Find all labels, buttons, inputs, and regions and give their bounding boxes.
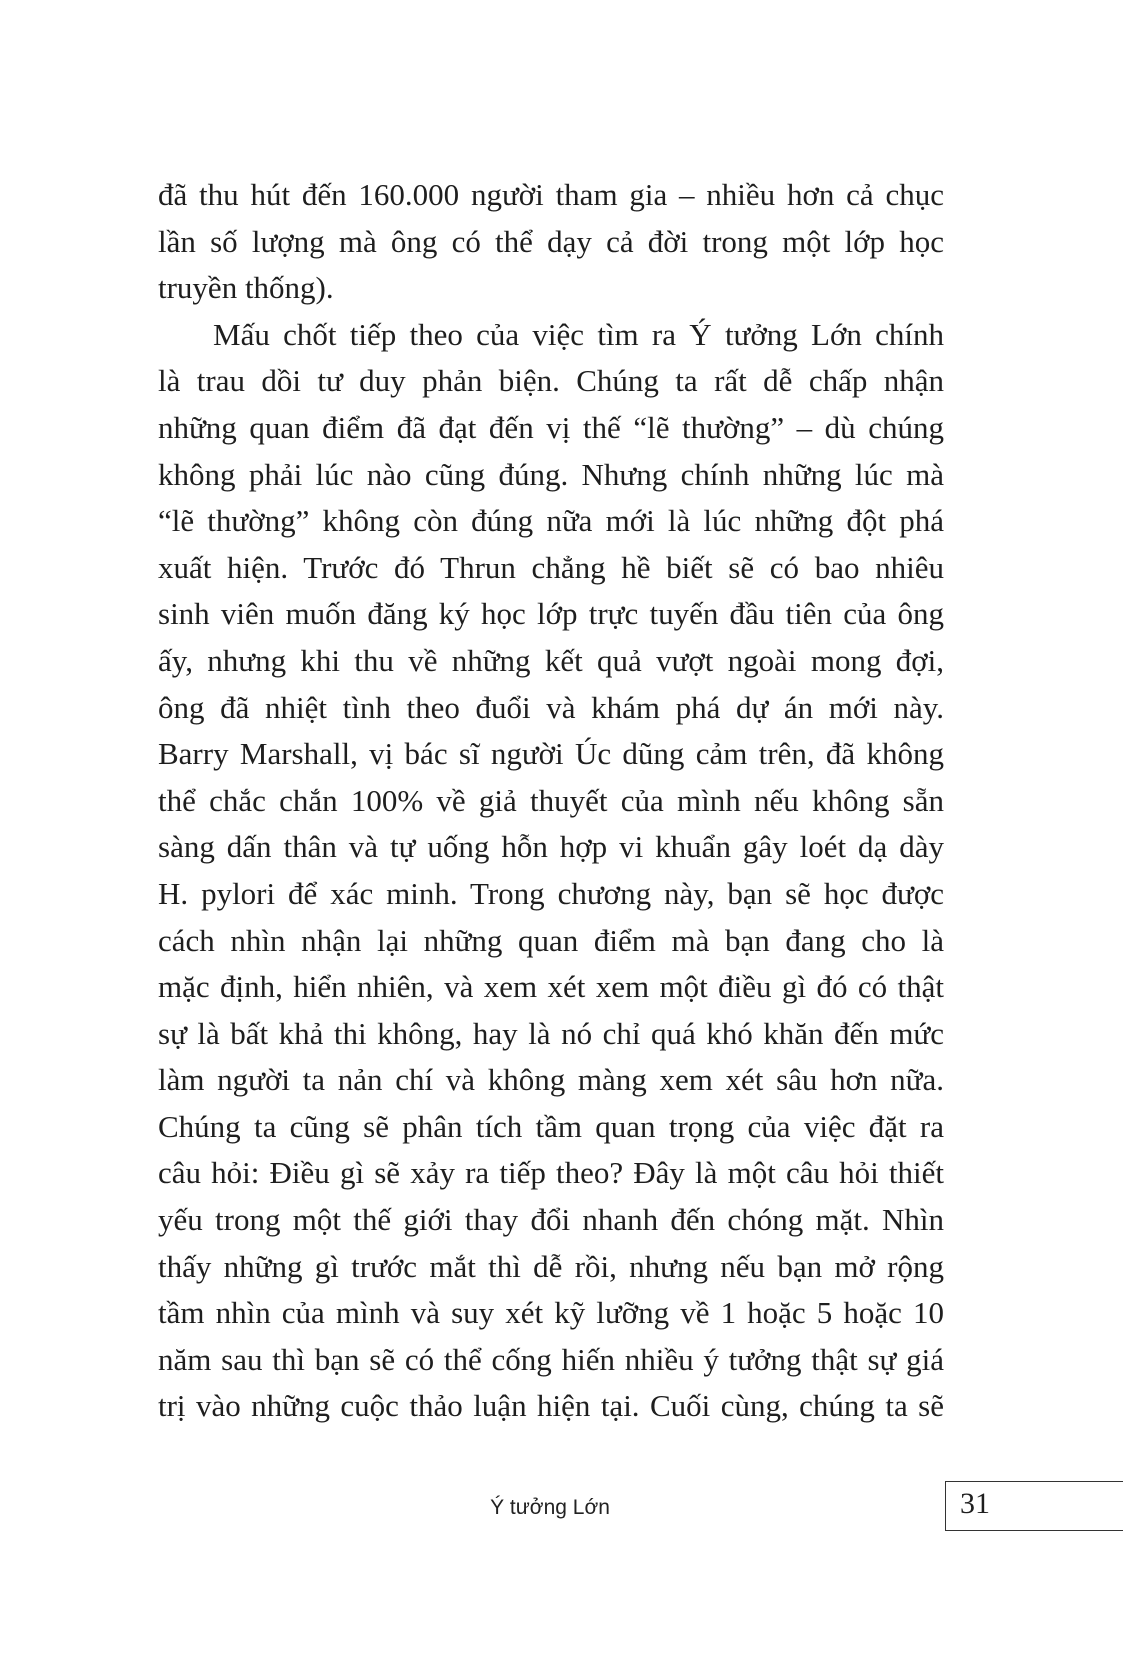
text-line: “lẽ thường” không còn đúng nữa mới là lúc những đột phá xyxy=(158,503,944,539)
text-line: cách nhìn nhận lại những quan điểm mà bạn đang cho là xyxy=(158,922,944,958)
page-number-box xyxy=(945,1481,1123,1531)
text-line: ấy, nhưng khi thu về những kết quả vượt ngoài mong đợi, xyxy=(158,642,944,678)
text-line: làm người ta nản chí và không màng xem xét sâu hơn nữa. xyxy=(158,1062,944,1098)
text-line: không phải lúc nào cũng đúng. Nhưng chính những lúc mà xyxy=(158,456,944,492)
text-line: năm sau thì bạn sẽ có thể cống hiến nhiều ý tưởng thật sự giá xyxy=(158,1341,944,1377)
text-line: H. pylori để xác minh. Trong chương này, bạn sẽ học được xyxy=(158,875,944,911)
text-line: Mấu chốt tiếp theo của việc tìm ra Ý tưởng Lớn chính xyxy=(213,316,944,352)
running-title: Ý tưởng Lớn xyxy=(490,1496,610,1519)
text-line: yếu trong một thế giới thay đổi nhanh đến chóng mặt. Nhìn xyxy=(158,1202,944,1238)
text-line: lần số lượng mà ông có thể dạy cả đời trong một lớp học xyxy=(158,223,944,259)
text-line: Chúng ta cũng sẽ phân tích tầm quan trọng của việc đặt ra xyxy=(158,1108,944,1144)
text-line: mặc định, hiển nhiên, và xem xét xem một điều gì đó có thật xyxy=(158,969,944,1005)
text-line: là trau dồi tư duy phản biện. Chúng ta rất dễ chấp nhận xyxy=(158,363,944,399)
text-line: sự là bất khả thi không, hay là nó chỉ quá khó khăn đến mức xyxy=(158,1015,944,1051)
text-line: đã thu hút đến 160.000 người tham gia – nhiều hơn cả chục xyxy=(158,177,944,212)
text-line: ông đã nhiệt tình theo đuổi và khám phá dự án mới này. xyxy=(158,689,944,725)
text-line: thể chắc chắn 100% về giả thuyết của mình nếu không sẵn xyxy=(158,782,944,818)
text-line: thấy những gì trước mắt thì dễ rồi, nhưng nếu bạn mở rộng xyxy=(158,1248,944,1284)
paragraph-2 xyxy=(158,312,944,1430)
text-line: những quan điểm đã đạt đến vị thế “lẽ thường” – dù chúng xyxy=(158,409,944,445)
text-line: Barry Marshall, vị bác sĩ người Úc dũng cảm trên, đã không xyxy=(158,736,944,772)
paragraph-1 xyxy=(158,172,944,312)
text-line: tầm nhìn của mình và suy xét kỹ lưỡng về 1 hoặc 5 hoặc 10 xyxy=(158,1295,944,1331)
text-line: truyền thống). xyxy=(158,270,334,306)
text-line: trị vào những cuộc thảo luận hiện tại. Cuối cùng, chúng ta sẽ xyxy=(158,1388,944,1424)
page-number: 31 xyxy=(960,1487,990,1520)
text-line: câu hỏi: Điều gì sẽ xảy ra tiếp theo? Đây là một câu hỏi thiết xyxy=(158,1155,944,1191)
text-line: sinh viên muốn đăng ký học lớp trực tuyến đầu tiên của ông xyxy=(158,596,944,632)
text-line: xuất hiện. Trước đó Thrun chẳng hề biết sẽ có bao nhiêu xyxy=(158,549,944,585)
body-text xyxy=(158,172,944,1430)
text-line: sàng dấn thân và tự uống hỗn hợp vi khuẩn gây loét dạ dày xyxy=(158,829,944,865)
